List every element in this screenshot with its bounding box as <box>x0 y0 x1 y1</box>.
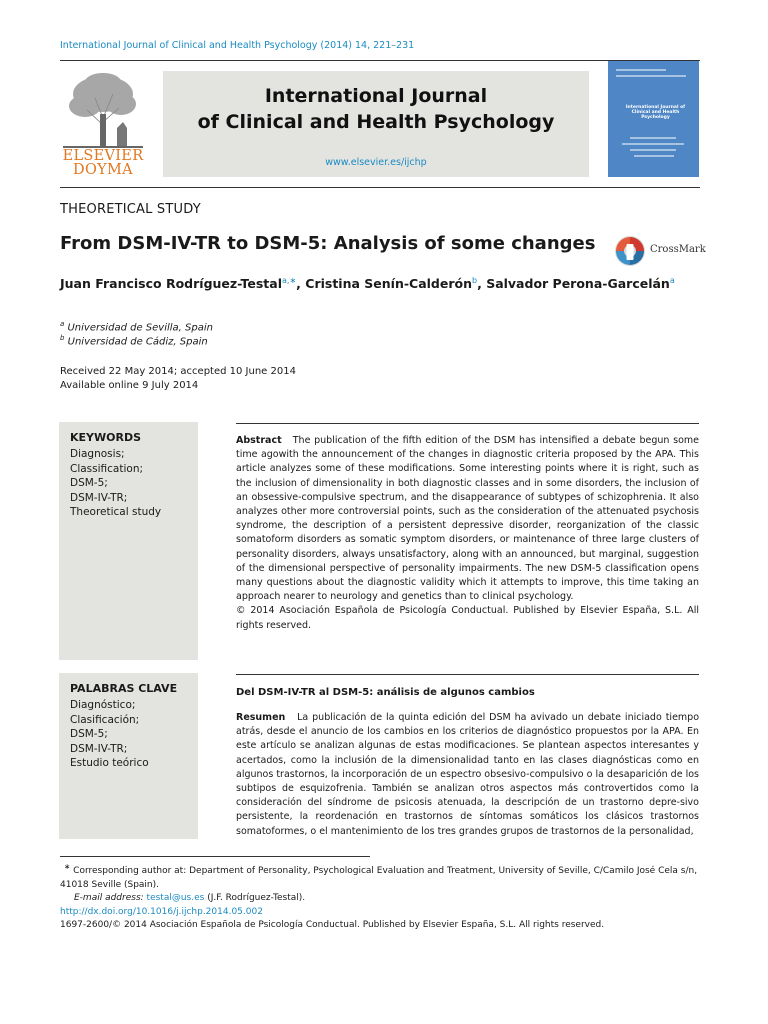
publisher-name-doyma: DOYMA <box>73 162 133 178</box>
journal-url-link[interactable]: www.elsevier.es/ijchp <box>325 157 427 168</box>
affiliation-item <box>60 334 208 347</box>
keyword-item: DSM-IV-TR; <box>70 491 128 504</box>
keyword-item: DSM-5; <box>70 477 108 489</box>
publisher-logo-text <box>57 149 149 177</box>
author-name: Salvador Perona-Garcelán <box>486 276 670 292</box>
article-section-label: THEORETICAL STUDY <box>60 202 201 217</box>
email-label: E-mail address: <box>74 893 144 903</box>
cover-line <box>634 155 674 157</box>
journal-title <box>163 83 589 135</box>
doi-link[interactable]: http://dx.doi.org/10.1016/j.ijchp.2014.05.002 <box>60 907 263 917</box>
crossmark-button[interactable] <box>614 235 706 267</box>
corresponding-address: Corresponding author at: Department of Personality, Psychological Evaluation and Treatment, University of Seville, C/Camilo José Cela s/n, 41018 Seville (Spain). <box>60 866 698 890</box>
author-name: Juan Francisco Rodríguez-Testal <box>60 276 282 292</box>
resumen-label: Resumen <box>236 712 286 723</box>
author-list <box>60 276 675 291</box>
keywords-heading: KEYWORDS <box>70 431 142 444</box>
cover-line <box>616 69 666 71</box>
journal-banner <box>163 71 589 177</box>
abstract-copyright: © 2014 Asociación Española de Psicología Conductual. Published by Elsevier España, S.L. All rights reserved. <box>236 605 699 631</box>
journal-citation[interactable]: International Journal of Clinical and Health Psychology (2014) 14, 221–231 <box>60 40 415 51</box>
email-link[interactable]: testal@us.es <box>146 893 205 903</box>
available-online-date: Available online 9 July 2014 <box>60 380 199 391</box>
journal-cover-thumbnail <box>608 61 699 177</box>
author-separator: , <box>296 276 306 292</box>
keyword-item: Estudio teórico <box>70 757 149 769</box>
footnote-marker: ∗ <box>64 862 71 871</box>
resumen-block <box>236 711 699 839</box>
cover-line <box>630 149 676 151</box>
email-owner: (J.F. Rodríguez-Testal). <box>207 893 306 903</box>
publisher-name-elsevier: ELSEVIER <box>62 148 144 164</box>
cover-line <box>630 137 676 139</box>
crossmark-label: CrossMark <box>650 244 706 255</box>
keyword-item: DSM-5; <box>70 728 108 740</box>
paper-title: From DSM-IV-TR to DSM-5: Analysis of some changes <box>60 233 596 254</box>
corresponding-author-text <box>60 860 700 892</box>
keyword-item: Theoretical study <box>70 506 162 518</box>
journal-title-line1: International Journal <box>264 85 488 107</box>
journal-title-line2: of Clinical and Health Psychology <box>197 111 555 133</box>
footnote-rule <box>60 856 370 857</box>
keyword-item: Clasificación; <box>70 713 140 726</box>
affiliation-marker: a <box>60 320 65 328</box>
affiliation-text: Universidad de Sevilla, Spain <box>67 322 213 334</box>
abstract-label: Abstract <box>236 435 282 446</box>
resumen-text: La publicación de la quinta edición del DSM ha avivado un debate iniciado tiempo atrás, desde el anuncio de los cambios en los criterios de diagnóstico propuestos por la APA. En este artículo se analizan algunas de estas modificaciones. Se plantean aspectos interesantes y acertados, como la inclusión de la dimensionalidad tanto en las clases diagnósticas como en algunos trastornos, la incorporación de un espectro obsesivo-compulsivo o la desaparición de los subtipos de esquizofrenia. También se analizan otros aspectos más controvertidos como la consideración del síndrome de psicosis atenuada, la descripción de un trastorno depre-sivo persistente, la reordenación en trastornos de síntomas somáticos los clásicos trastornos somatoformes, o el mantenimiento de los tres grandes grupos de trastornos de la personalidad, <box>236 712 700 837</box>
abstract-block <box>236 434 699 633</box>
cover-line <box>622 143 684 145</box>
keyword-item: Classification; <box>70 462 144 475</box>
email-line <box>60 892 700 906</box>
abstract-text: The publication of the fifth edition of the DSM has intensified a debate begun some time agowith the announcement of the changes in diagnostic criteria proposed by the APA. This article analyzes some of these modifications. Some interesting points where it is right, such as the inclusion of dimensionality in both diagnostic classes and in some disorders, the inclusion of an obsessive-compulsive spectrum, and the disappearance of subtypes of schizophrenia. It also analyzes other more controversial points, such as the consideration of the attenuated psychosis syndrome, the description of a persistent depressive disorder, reorganization of the classic somatoform disorders as somatic symptom disorders, or maintenance of three large clusters of personality disorders, always unsatisfactory, along with an announced, but marginal, suggestion of the dimensional perspective of personality impairments. The new DSM-5 classification opens many questions about the diagnostic validity which it attempts to improve, this time taking an approach nearer to neurology and genetics than to clinical psychology. <box>236 435 699 603</box>
spanish-title: Del DSM-IV-TR al DSM-5: análisis de algunos cambios <box>236 687 535 698</box>
author-affiliation-marker[interactable]: a,∗ <box>282 276 297 285</box>
affiliation-item <box>60 320 213 333</box>
palabras-clave-list <box>70 698 149 771</box>
header-top-rule <box>60 60 700 61</box>
palabras-clave-heading: PALABRAS CLAVE <box>70 682 178 695</box>
palabras-clave-box <box>59 673 198 839</box>
resumen-top-rule <box>236 674 699 675</box>
issn-copyright: 1697-2600/© 2014 Asociación Española de Psicología Conductual. Published by Elsevier España, S.L. All rights reserved. <box>60 920 605 930</box>
corresponding-author-footnote <box>60 860 700 906</box>
affiliation-marker: b <box>60 334 65 342</box>
author-affiliation-marker[interactable]: b <box>472 276 478 285</box>
author-affiliation-marker[interactable]: a <box>669 276 675 285</box>
tree-icon <box>57 70 149 150</box>
cover-line <box>616 75 686 77</box>
crossmark-icon <box>614 235 646 267</box>
keywords-list <box>70 447 161 520</box>
keyword-item: DSM-IV-TR; <box>70 742 128 755</box>
header-bottom-rule <box>60 187 700 188</box>
keywords-box <box>59 422 198 660</box>
author-name: Cristina Senín-Calderón <box>305 276 472 292</box>
abstract-top-rule <box>236 423 699 424</box>
received-date: Received 22 May 2014; accepted 10 June 2014 <box>60 366 296 377</box>
keyword-item: Diagnóstico; <box>70 699 136 711</box>
author-separator: , <box>477 276 487 292</box>
affiliation-text: Universidad de Cádiz, Spain <box>67 336 208 348</box>
keyword-item: Diagnosis; <box>70 448 125 460</box>
cover-title: International Journal of Clinical and Health Psychology <box>625 105 686 120</box>
